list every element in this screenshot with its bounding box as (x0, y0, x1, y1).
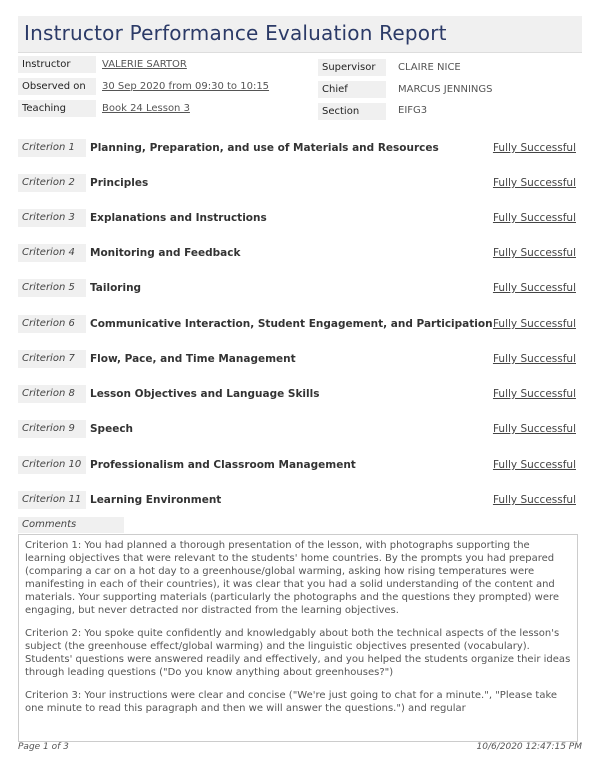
criterion-rating[interactable]: Fully Successful (492, 459, 576, 471)
criterion-rating[interactable]: Fully Successful (492, 318, 576, 330)
criterion-row-11 (18, 491, 582, 509)
comments-box[interactable] (18, 534, 578, 742)
criterion-row-4 (18, 244, 582, 262)
info-row-teaching (18, 100, 582, 122)
criterion-label: Criterion 4 (18, 244, 86, 262)
report-title: Instructor Performance Evaluation Report (24, 21, 447, 45)
criterion-rating[interactable]: Fully Successful (492, 388, 576, 400)
criterion-label: Criterion 3 (18, 209, 86, 227)
criterion-name: Communicative Interaction, Student Engagement, and Participation (90, 318, 493, 330)
criterion-name: Learning Environment (90, 494, 222, 506)
criterion-label: Criterion 10 (18, 456, 86, 474)
criterion-label: Criterion 7 (18, 350, 86, 368)
criterion-rating[interactable]: Fully Successful (492, 142, 576, 154)
supervisor-label: Supervisor (318, 59, 386, 76)
comment-paragraph-2: Criterion 2: You spoke quite confidently and knowledgably about both the technical aspects of the lesson's subject (the greenhouse effect/global warming) and the linguistic objectives presented (vocabulary). Students' questions were answered readily and effectively, and you helped the students organize their ideas through leading questions ("Do you know anything about greenhouses?") (25, 628, 571, 678)
supervisor-value: CLAIRE NICE (398, 62, 461, 73)
criterion-rating[interactable]: Fully Successful (492, 353, 576, 365)
criterion-row-6 (18, 315, 582, 333)
criterion-row-2 (18, 174, 582, 192)
criterion-rating[interactable]: Fully Successful (492, 177, 576, 189)
info-row-instructor (18, 56, 582, 78)
criterion-name: Principles (90, 177, 149, 189)
section-value: EIFG3 (398, 105, 428, 116)
criterion-label: Criterion 1 (18, 139, 86, 157)
criterion-label: Criterion 9 (18, 420, 86, 438)
comment-paragraph-1: Criterion 1: You had planned a thorough presentation of the lesson, with photographs supporting the learning objectives that were relevant to the students' home countries. By the prompts you had prepared (comparing a car on a hot day to a greenhouse/global warming, asking how rising temperatures were manifesting in each of their countries), it was clear that you had a solid understanding of the content and materials. Your supporting materials (particularly the photographs and the questions they prompted) were engaging, but never detracted nor distracted from the learning objectives. (25, 540, 560, 616)
criterion-row-8 (18, 385, 582, 403)
criterion-row-5 (18, 279, 582, 297)
criterion-row-7 (18, 350, 582, 368)
info-row-observed (18, 78, 582, 100)
criterion-rating[interactable]: Fully Successful (492, 494, 576, 506)
page-number: Page 1 of 3 (18, 742, 69, 752)
criterion-label: Criterion 8 (18, 385, 86, 403)
criterion-rating[interactable]: Fully Successful (492, 282, 576, 294)
section-label: Section (318, 103, 386, 120)
criterion-rating[interactable]: Fully Successful (492, 212, 576, 224)
criterion-row-10 (18, 456, 582, 474)
criterion-rating[interactable]: Fully Successful (492, 423, 576, 435)
criterion-name: Monitoring and Feedback (90, 247, 241, 259)
criterion-name: Speech (90, 423, 134, 435)
criterion-name: Flow, Pace, and Time Management (90, 353, 296, 365)
chief-label: Chief (318, 81, 386, 98)
criterion-label: Criterion 5 (18, 279, 86, 297)
criterion-name: Tailoring (90, 282, 142, 294)
criterion-label: Criterion 2 (18, 174, 86, 192)
criterion-name: Explanations and Instructions (90, 212, 267, 224)
teaching-value[interactable]: Book 24 Lesson 3 (102, 103, 190, 114)
criterion-name: Planning, Preparation, and use of Materials and Resources (90, 142, 439, 154)
criterion-row-9 (18, 420, 582, 438)
criterion-name: Professionalism and Classroom Management (90, 459, 356, 471)
criterion-row-3 (18, 209, 582, 227)
observed-label: Observed on (18, 78, 96, 95)
criterion-name: Lesson Objectives and Language Skills (90, 388, 320, 400)
instructor-label: Instructor (18, 56, 96, 73)
info-section (18, 56, 582, 122)
comment-paragraph-3: Criterion 3: Your instructions were clear and concise ("We're just going to chat for a minute.", "Please take one minute to read this paragraph and then we will answer the questions.") and regular (25, 690, 558, 714)
comments-label: Comments (18, 517, 124, 533)
print-timestamp: 10/6/2020 12:47:15 PM (476, 742, 582, 752)
criterion-label: Criterion 11 (18, 491, 86, 509)
criterion-rating[interactable]: Fully Successful (492, 247, 576, 259)
chief-value: MARCUS JENNINGS (398, 84, 493, 95)
criterion-row-1 (18, 139, 582, 157)
criterion-label: Criterion 6 (18, 315, 86, 333)
teaching-label: Teaching (18, 100, 96, 117)
observed-value[interactable]: 30 Sep 2020 from 09:30 to 10:15 (102, 81, 270, 92)
instructor-value[interactable]: VALERIE SARTOR (102, 59, 187, 70)
report-header (18, 16, 582, 53)
